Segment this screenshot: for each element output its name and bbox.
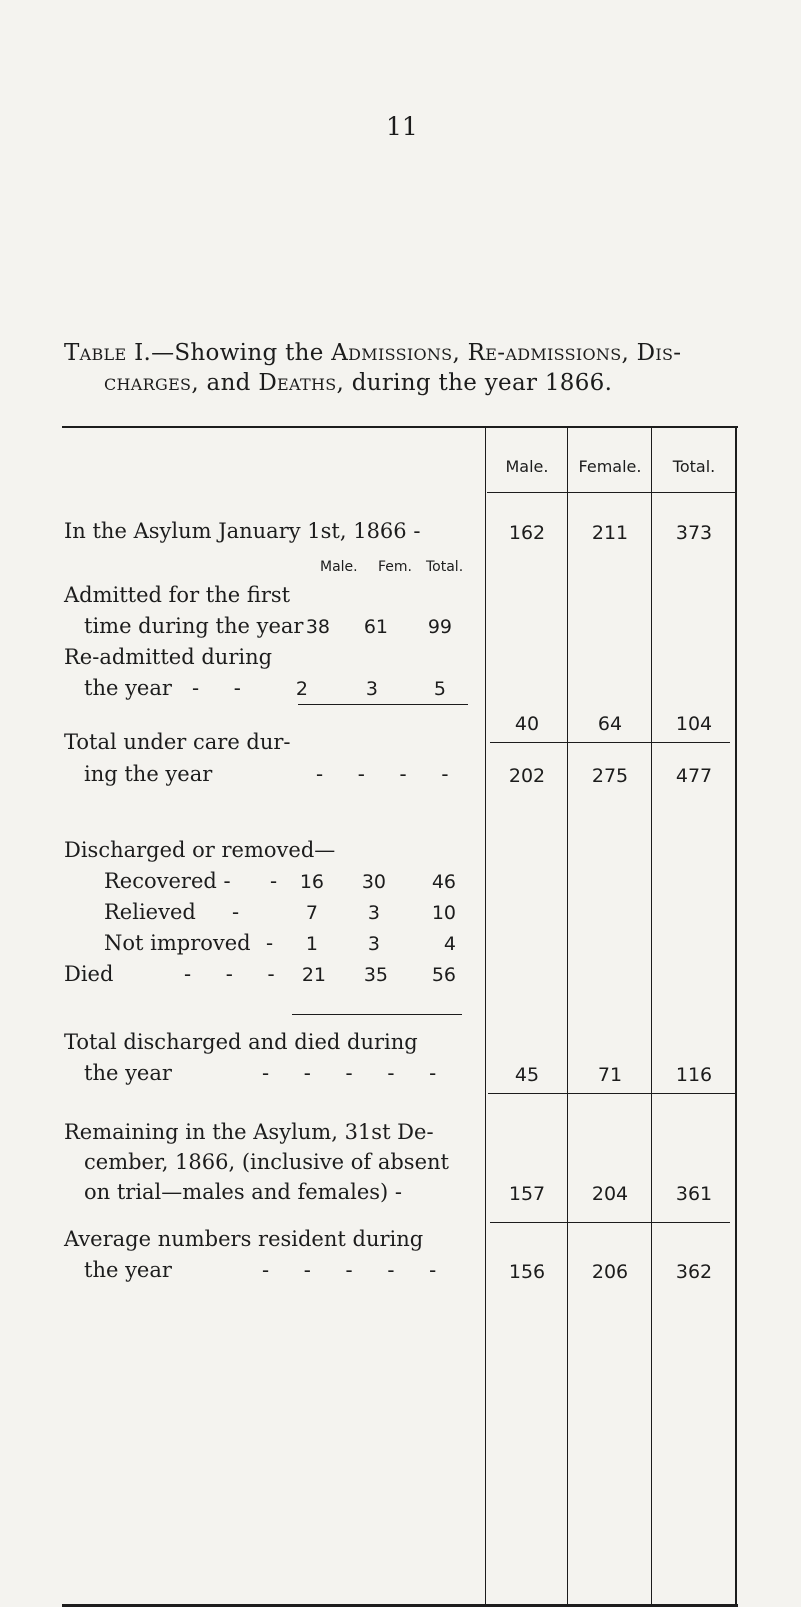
- discharged-heading: Discharged or removed—: [64, 838, 336, 862]
- row-relieved-total: 10: [431, 902, 456, 924]
- row-admissions-total-total: 104: [675, 713, 713, 735]
- admissions-sum-rule: [298, 704, 468, 705]
- inner-header-total: Total.: [426, 559, 464, 575]
- table-title-line-1: [64, 340, 681, 366]
- row-not-improved-label: Not improved: [104, 931, 251, 955]
- sum-rule-3: [490, 1222, 730, 1223]
- row-died-dashes: - - -: [184, 962, 289, 986]
- row-relieved-male: 7: [305, 902, 318, 924]
- row-relieved-dash: -: [232, 900, 240, 924]
- row-remaining-total: 361: [675, 1183, 713, 1205]
- row-not-improved-dash: -: [266, 931, 274, 955]
- row-died-fem: 35: [363, 964, 388, 986]
- inner-header-male: Male.: [320, 559, 358, 575]
- row-average-label-1: Average numbers resident during: [64, 1227, 424, 1251]
- row-remaining-female: 204: [591, 1183, 629, 1205]
- table-top-rule: [62, 426, 738, 428]
- row-readmitted-fem: 3: [365, 678, 378, 700]
- row-admitted-male: 38: [305, 616, 330, 638]
- header-male: Male.: [505, 457, 549, 476]
- row-total-discharged-female: 71: [597, 1064, 623, 1086]
- row-readmitted-male: 2: [295, 678, 308, 700]
- row-remaining-label-3: on trial—males and females) -: [84, 1180, 402, 1204]
- row-remaining-label-2: cember, 1866, (inclusive of absent: [84, 1150, 449, 1174]
- row-average-label-2: the year: [84, 1258, 172, 1282]
- sum-rule-2: [488, 1093, 735, 1094]
- column-divider-male: [567, 426, 568, 1606]
- row-average-male: 156: [508, 1261, 546, 1283]
- row-relieved-label: Relieved: [104, 900, 196, 924]
- row-recovered-total: 46: [431, 871, 456, 893]
- row-recovered-label: Recovered -: [104, 869, 231, 893]
- row-recovered-fem: 30: [361, 871, 386, 893]
- row-not-improved-male: 1: [305, 933, 318, 955]
- row-remaining-label-1: Remaining in the Asylum, 31st De-: [64, 1120, 434, 1144]
- row-total-discharged-label-1: Total discharged and died during: [64, 1030, 418, 1054]
- row-died-total: 56: [431, 964, 456, 986]
- row-average-dashes: - - - - -: [262, 1258, 451, 1282]
- row-relieved-fem: 3: [367, 902, 380, 924]
- row-died-male: 21: [301, 964, 326, 986]
- title-text-3: , during the year 1866.: [336, 370, 613, 396]
- header-rule: [487, 492, 735, 493]
- row-average-total: 362: [675, 1261, 713, 1283]
- row-recovered-dash: -: [270, 869, 278, 893]
- row-total-discharged-dashes: - - - - -: [262, 1061, 451, 1085]
- row-died-label: Died: [64, 962, 114, 986]
- header-total: Total.: [672, 457, 716, 476]
- table-title-line-2: [104, 370, 612, 396]
- row-readmitted-label-2: the year: [84, 676, 172, 700]
- row-jan1-female: 211: [591, 522, 629, 544]
- row-jan1-total: 373: [675, 522, 713, 544]
- title-text: —Showing the: [151, 340, 332, 366]
- header-female: Female.: [578, 457, 642, 476]
- row-admitted-label-1: Admitted for the first: [64, 583, 291, 607]
- sum-rule-1: [490, 742, 730, 743]
- row-under-care-dashes: - - - -: [316, 762, 463, 786]
- row-readmitted-dashes: - -: [192, 676, 255, 700]
- table-label: Table I.: [64, 340, 152, 366]
- column-divider-label: [485, 426, 486, 1606]
- row-total-discharged-total: 116: [675, 1064, 713, 1086]
- row-admissions-total-female: 64: [597, 713, 623, 735]
- row-recovered-male: 16: [299, 871, 324, 893]
- row-jan1-male: 162: [508, 522, 546, 544]
- row-not-improved-total: 4: [443, 933, 456, 955]
- discharged-sum-rule: [292, 1014, 462, 1015]
- row-jan1-label: In the Asylum January 1st, 1866 -: [64, 519, 421, 543]
- title-text-2: , and: [191, 370, 259, 396]
- page-number: 11: [386, 112, 418, 141]
- title-smallcaps: Admissions, Re-admissions, Dis-: [331, 340, 682, 366]
- row-under-care-female: 275: [591, 765, 629, 787]
- row-remaining-male: 157: [508, 1183, 546, 1205]
- row-average-female: 206: [591, 1261, 629, 1283]
- title-smallcaps-2: charges: [104, 370, 192, 396]
- row-readmitted-total: 5: [433, 678, 446, 700]
- table-right-rule: [735, 426, 737, 1606]
- row-under-care-label-2: ing the year: [84, 762, 213, 786]
- row-admitted-label-2: time during the year: [84, 614, 304, 638]
- column-divider-female: [651, 426, 652, 1606]
- row-under-care-total: 477: [675, 765, 713, 787]
- title-smallcaps-3: Deaths: [258, 370, 337, 396]
- row-total-discharged-label-2: the year: [84, 1061, 172, 1085]
- row-admissions-total-male: 40: [514, 713, 540, 735]
- row-total-discharged-male: 45: [514, 1064, 540, 1086]
- row-under-care-male: 202: [508, 765, 546, 787]
- row-admitted-total: 99: [427, 616, 452, 638]
- row-under-care-label-1: Total under care dur-: [64, 730, 291, 754]
- row-readmitted-label-1: Re-admitted during: [64, 645, 273, 669]
- row-not-improved-fem: 3: [367, 933, 380, 955]
- inner-header-fem: Fem.: [378, 559, 412, 575]
- row-admitted-fem: 61: [363, 616, 388, 638]
